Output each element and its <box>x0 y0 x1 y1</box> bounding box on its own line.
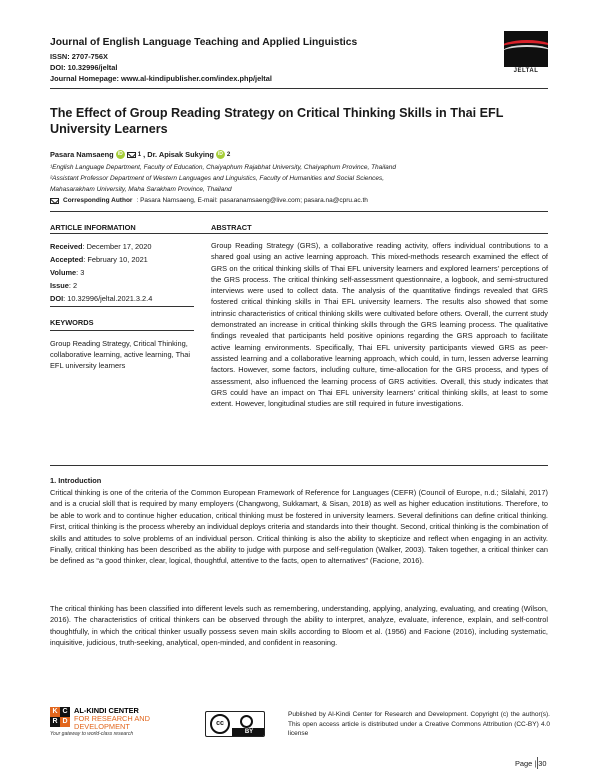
email-icon[interactable] <box>127 152 136 158</box>
author-1-name: Pasara Namsaeng <box>50 150 114 159</box>
keywords-top-divider <box>50 306 194 307</box>
logo-letter-k: K <box>50 707 60 717</box>
keywords-divider <box>50 330 194 331</box>
issue-label: Issue <box>50 281 69 290</box>
journal-name: Journal of English Language Teaching and Applied Linguistics <box>50 37 358 48</box>
accepted-field <box>50 255 148 264</box>
journal-logo <box>504 31 548 67</box>
received-label: Received <box>50 242 83 251</box>
author-line <box>50 150 230 159</box>
al-kindi-subtitle <box>74 715 150 731</box>
doi-label: DOI <box>50 294 64 303</box>
logo-letter-c: C <box>60 707 70 717</box>
logo-letter-d: D <box>60 717 70 727</box>
logo-letter-r: R <box>50 717 60 727</box>
info-header-divider <box>50 233 548 234</box>
al-kindi-subtitle-line-1: FOR RESEARCH AND <box>74 714 150 723</box>
volume-value: : 3 <box>76 268 85 277</box>
corresponding-author-text: : Pasara Namsaeng, E-mail: pasaranamsaeng@live.com; pasara.na@cpru.ac.th <box>136 197 368 204</box>
body-paragraph-2: The critical thinking has been classified into different levels such as remembering, understanding, applying, analyzing, evaluating, and creating (Wilson, 2016). The characteristics of critical thinkers can be observed through the ability to interpret, analyze, evaluate, inference, explain, and self-control thoughtfully, in which the critical thinker usually possess seven main skills according to Bloom et al. (1956) and Facione (2016), including systematic, inquisitive, judicious, truth-seeking, analytical, open-minded, and confident in reasoning. <box>50 604 548 648</box>
article-title: The Effect of Group Reading Strategy on Critical Thinking Skills in Thai EFL University Learners <box>50 106 504 136</box>
author-2-name: , Dr. Apisak Sukying <box>143 150 214 159</box>
accepted-value: : February 10, 2021 <box>83 255 148 264</box>
al-kindi-subtitle-line-2: DEVELOPMENT <box>74 722 130 731</box>
keywords-heading: KEYWORDS <box>50 318 94 327</box>
volume-label: Volume <box>50 268 77 277</box>
introduction-heading: 1. Introduction <box>50 476 102 485</box>
cc-icon: cc <box>210 714 230 734</box>
accepted-label: Accepted <box>50 255 84 264</box>
al-kindi-name: AL-KINDI CENTER <box>74 706 139 715</box>
cc-by-label: BY <box>232 728 265 736</box>
info-top-divider <box>50 211 548 212</box>
issue-field <box>50 281 77 290</box>
header-divider <box>50 88 548 89</box>
abstract-text: Group Reading Strategy (GRS), a collaborative reading activity, offers individual contributions to a shared goal using an active learning approach. This mixed-methods research examined the effect of GRS on the critical thinking skills of Thai EFL university learners and explored learners’ perceptions of the GRS process. The critical thinking self-assessment questionnaire, a logbook, and semi-structured interviews were used to collect data. The analysis of the quantitative findings revealed that GRS fostered critical thinking skills in Thai EFL university learners. The results also showed that some intrinsic characteristics of critical thinking skills were cultivated before others. Overall, the current study demonstrated an increase in critical thinking skills through the GRS learning process. The qualitative findings revealed that participants held positive opinions regarding the GRS approach to facilitate active learning environments. Specifically, Thai EFL university participants viewed GRS as peer-assisted learning and a collaborative learning approach, which could, in turn, lessen adverse learning factors. However, some factors, including culture, time-allocation for the GRS process, and types of assessment, also influenced the learning process of GRS activities. Overall, this study indicates that GRS could have an impact on Thai EFL university learners’ critical thinking skills, at least to some extent. However, longitudinal studies are still required in future investigations. <box>211 241 548 409</box>
cc-by-license-badge[interactable] <box>205 711 265 737</box>
affiliation-3: Mahasarakham University, Maha Sarakham Province, Thailand <box>50 186 232 193</box>
al-kindi-tagline: Your gateway to world-class research <box>50 731 134 737</box>
doi-field <box>50 294 152 303</box>
affiliation-1: ¹English Language Department, Faculty of Education, Chaiyaphum Rajabhat University, Chaiyaphum Province, Thailand <box>50 164 397 171</box>
attribution-icon <box>240 715 253 728</box>
body-paragraph-1: Critical thinking is one of the criteria of the Common European Framework of Reference for Languages (CEFR) (Council of Europe, n.d.; Silalahi, 2017) and is a crucial skill that is required by many employers (Changwong, Sukkamart, & Sisan, 2018) as well as higher education institutions. Therefore, to be able to work and to continue higher education, critical thinking must be fostered in university learners. Several definitions can define critical thinking. First, critical thinking is the process whereby an individual deploys criteria and standards into their thought. Second, critical thinking is the combination of skills and attitudes to solve problems of an individual person. Critical thinking is also the ability to skepticize and reflect when engaging in an activity. Finally, critical thinking has been described as the ability to judge with purpose and self-regulation (Walker, 2003). Taken together, a critical thinker can be defined as “a good thinker, clear, logical, thoughtful, attentive to the facts, open to alternatives” (Facione, 2016). <box>50 488 548 566</box>
volume-field <box>50 268 84 277</box>
email-icon <box>50 198 59 204</box>
article-info-heading: ARTICLE INFORMATION <box>50 223 136 232</box>
author-2-mark: 2 <box>226 151 231 158</box>
received-value: : December 17, 2020 <box>82 242 152 251</box>
page-number: Page | 30 <box>515 759 547 768</box>
abstract-bottom-divider <box>50 465 548 466</box>
journal-doi: DOI: 10.32996/jeltal <box>50 63 118 72</box>
corresponding-author <box>50 197 368 204</box>
keywords-list: Group Reading Strategy, Critical Thinking, collaborative learning, active learning, Thai EFL university learners <box>50 339 190 370</box>
orcid-icon[interactable]: iD <box>217 151 223 157</box>
journal-homepage[interactable]: Journal Homepage: www.al-kindipublisher.com/index.php/jeltal <box>50 74 272 83</box>
license-text: Published by Al-Kindi Center for Research and Development. Copyright (c) the author(s). This open access article is distributed under a Creative Commons Attribution (CC-BY) 4.0 license <box>288 711 550 737</box>
corresponding-author-label: Corresponding Author <box>63 197 133 204</box>
abstract-heading: ABSTRACT <box>211 223 252 232</box>
issn: ISSN: 2707-756X <box>50 52 108 61</box>
author-1-mark: 1 <box>137 151 142 158</box>
doi-value[interactable]: : 10.32996/jeltal.2021.3.2.4 <box>63 294 153 303</box>
al-kindi-logo <box>50 707 70 727</box>
journal-logo-label: JELTAL <box>513 68 539 74</box>
issue-value: : 2 <box>68 281 78 290</box>
received-field <box>50 242 152 251</box>
orcid-icon[interactable]: iD <box>117 151 123 157</box>
affiliation-2: ²Assistant Professor Department of Western Languages and Linguistics, Faculty of Humanities and Social Sciences, <box>50 175 385 182</box>
